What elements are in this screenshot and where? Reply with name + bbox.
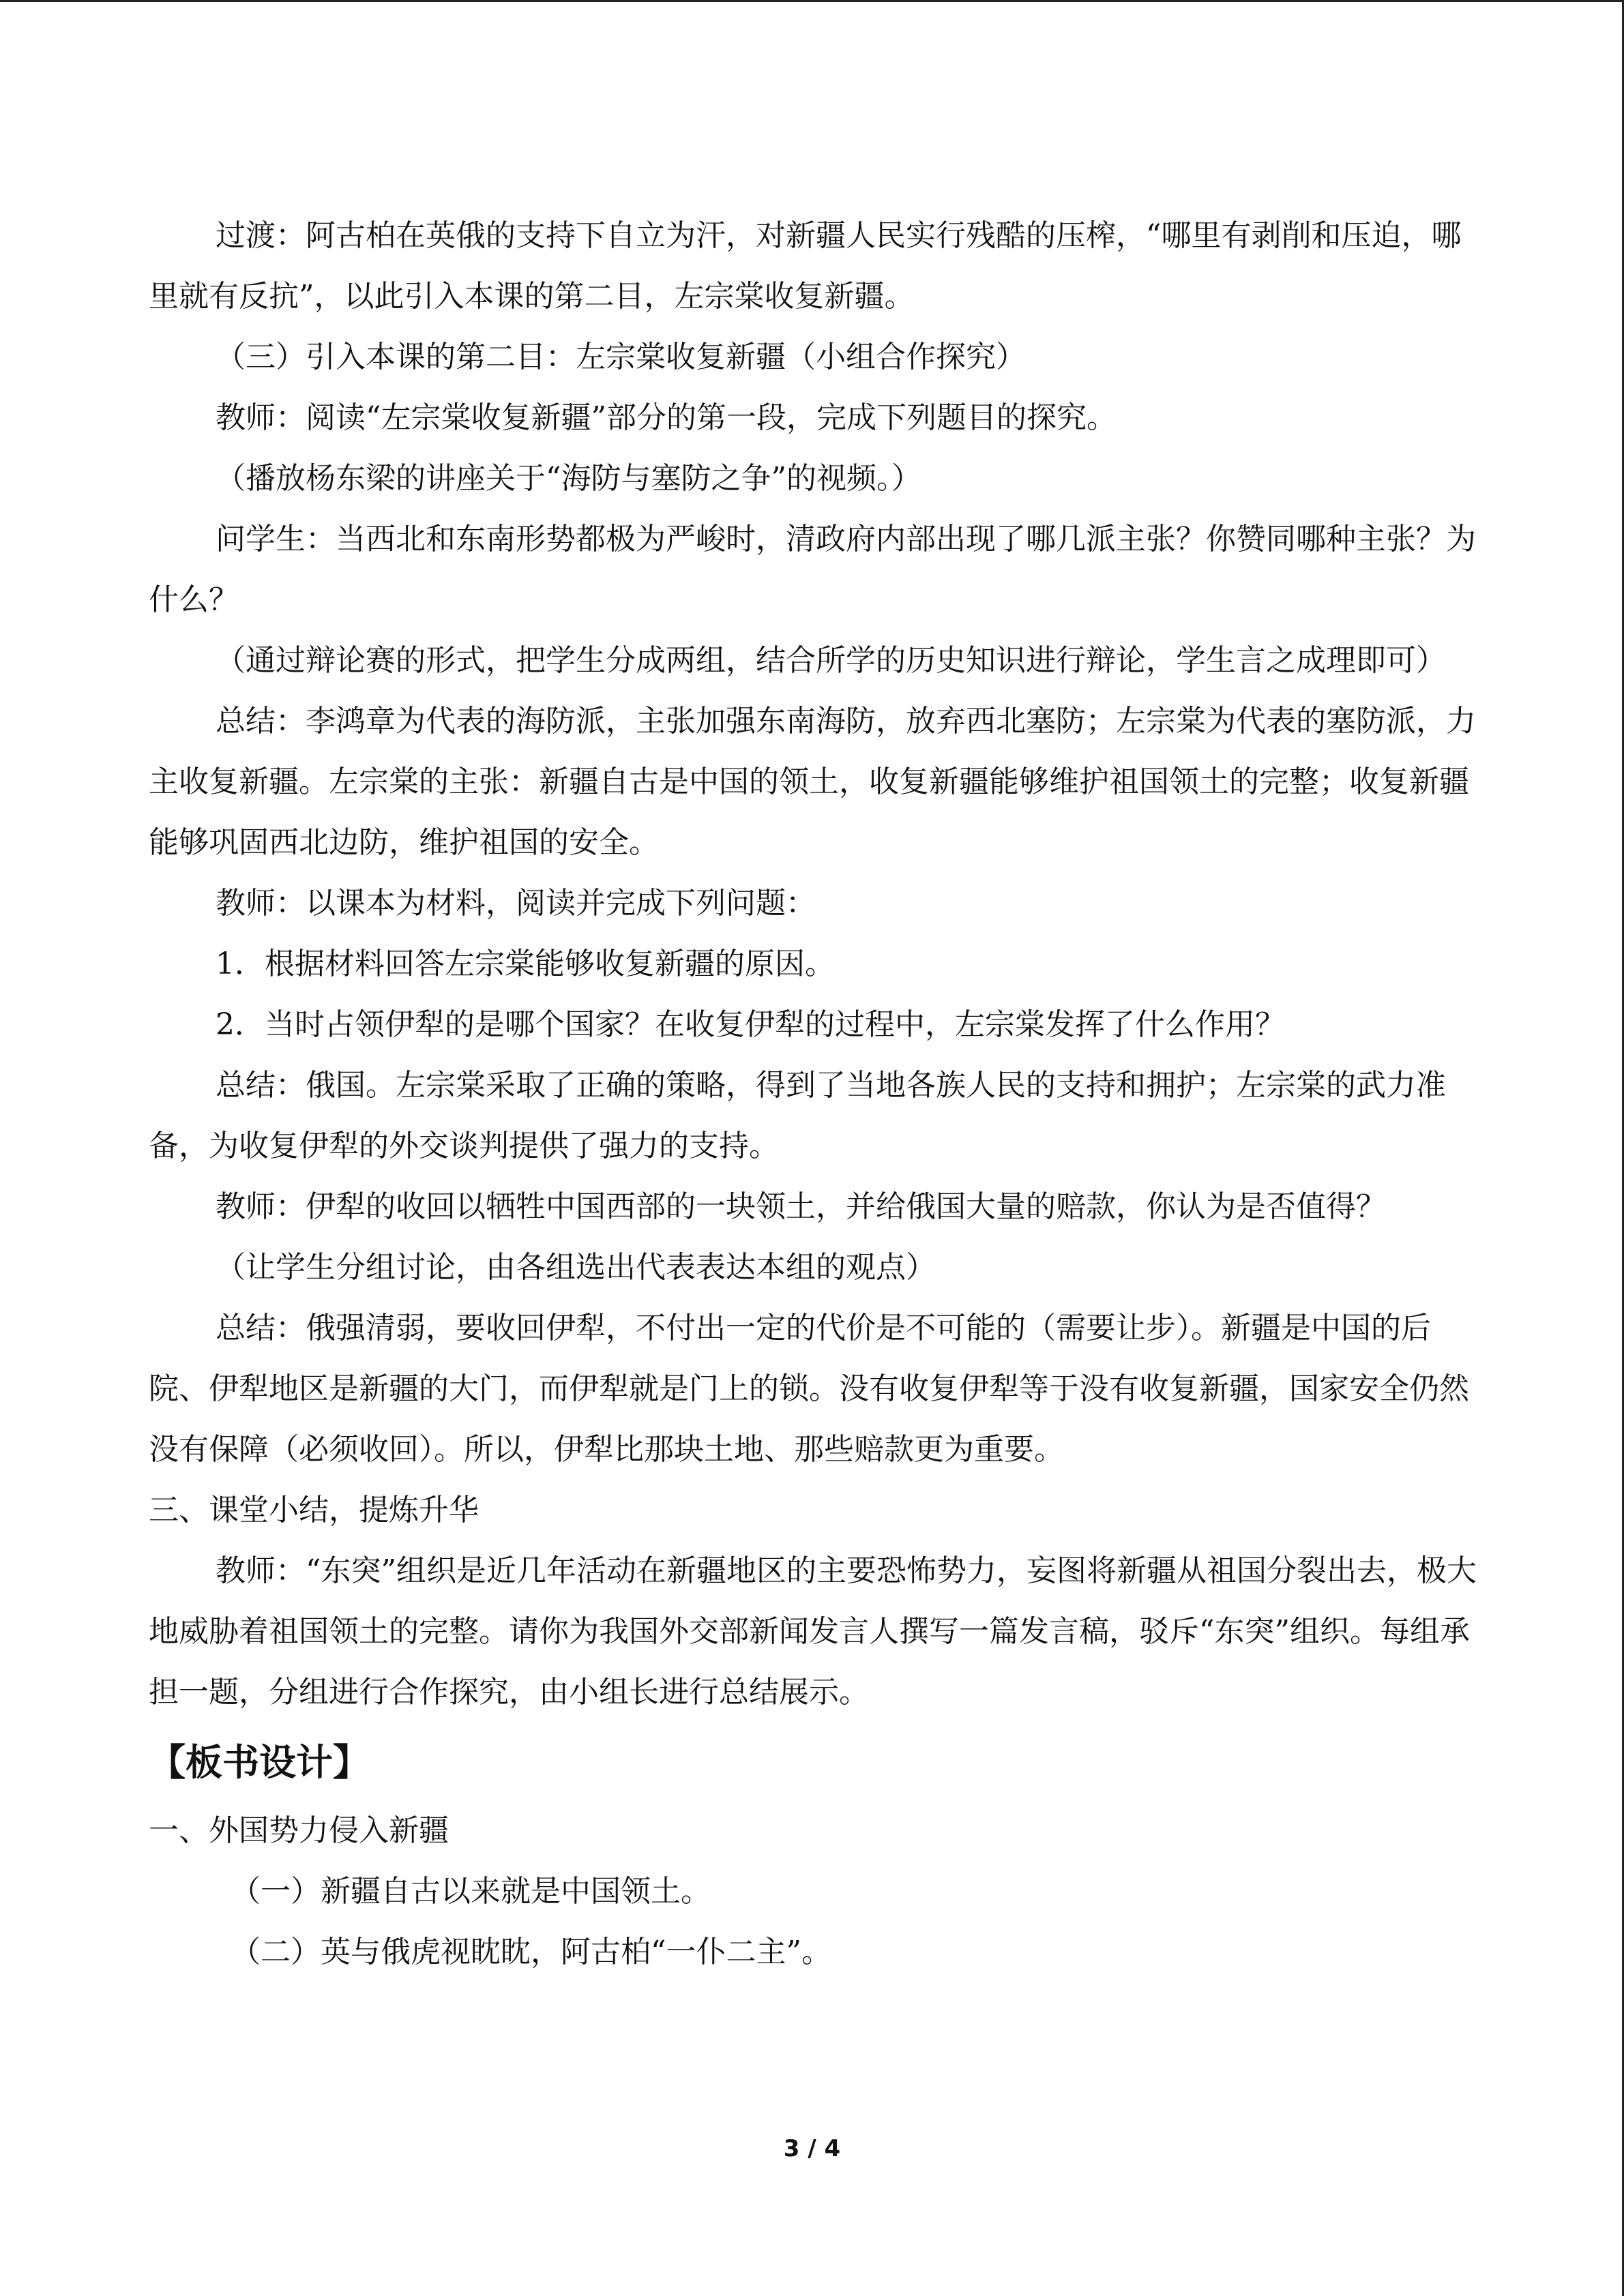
section-heading-3: 三、课堂小结，提炼升华 xyxy=(149,1493,479,1527)
paragraph-teacher-reading: 教师：阅读“左宗棠收复新疆”部分的第一段，完成下列题目的探究。 xyxy=(216,400,1117,435)
paragraph-summary-3: 总结：俄强清弱，要收回伊犁，不付出一定的代价是不可能的（需要让步）。新疆是中国的后院、伊犁地区是新疆的大门，而伊犁就是门上的锁。没有收复伊犁等于没有收复新疆，国家安全仍然没有保障（必须收回）。所以，伊犁比那块土地、那些赔款更为重要。 xyxy=(149,1311,1469,1467)
paragraph-group-discussion: （让学生分组讨论，由各组选出代表表达本组的观点） xyxy=(216,1250,936,1285)
paragraph-debate-note: （通过辩论赛的形式，把学生分成两组，结合所学的历史知识进行辩论，学生言之成理即可） xyxy=(216,643,1446,678)
paragraph-section-title: （三）引入本课的第二目：左宗棠收复新疆（小组合作探究） xyxy=(216,340,1026,374)
paragraph-question: 问学生：当西北和东南形势都极为严峻时，清政府内部出现了哪几派主张？你赞同哪种主张？为什么？ xyxy=(149,522,1476,617)
document-body xyxy=(149,205,1486,1982)
question-1: 1．根据材料回答左宗棠能够收复新疆的原因。 xyxy=(216,946,835,981)
paragraph-teacher-material: 教师：以课本为材料，阅读并完成下列问题： xyxy=(216,886,816,921)
paragraph-summary-1: 总结：李鸿章为代表的海防派，主张加强东南海防，放弃西北塞防；左宗棠为代表的塞防派，力主收复新疆。左宗棠的主张：新疆自古是中国的领土，收复新疆能够维护祖国领土的完整；收复新疆能够巩固西北边防，维护祖国的安全。 xyxy=(149,704,1476,860)
paragraph-summary-2: 总结：俄国。左宗棠采取了正确的策略，得到了当地各族人民的支持和拥护；左宗棠的武力准备，为收复伊犁的外交谈判提供了强力的支持。 xyxy=(149,1068,1446,1163)
paragraph-transition: 过渡：阿古柏在英俄的支持下自立为汗，对新疆人民实行残酷的压榨，“哪里有剥削和压迫，哪里就有反抗”，以此引入本课的第二目，左宗棠收复新疆。 xyxy=(149,218,1462,314)
page-number: 3 / 4 xyxy=(783,2135,841,2162)
paragraph-section-3: 教师：“东突”组织是近几年活动在新疆地区的主要恐怖势力，妄图将新疆从祖国分裂出去，极大地威胁着祖国领土的完整。请你为我国外交部新闻发言人撰写一篇发言稿，驳斥“东突”组织。每组承担一题，分组进行合作探究，由小组长进行总结展示。 xyxy=(149,1553,1477,1710)
paragraph-teacher-ili: 教师：伊犁的收回以牺牲中国西部的一块领土，并给俄国大量的赔款，你认为是否值得？ xyxy=(216,1189,1386,1224)
board-item-1: 一、外国势力侵入新疆 xyxy=(149,1813,449,1848)
board-sub-item-1: （一）新疆自古以来就是中国领土。 xyxy=(231,1874,711,1909)
paragraph-video-note: （播放杨东梁的讲座关于“海防与塞防之争”的视频。） xyxy=(216,461,921,496)
board-sub-item-2: （二）英与俄虎视眈眈，阿古柏“一仆二主”。 xyxy=(231,1935,831,1969)
board-design-heading: 【板书设计】 xyxy=(149,1741,370,1784)
question-2: 2．当时占领伊犁的是哪个国家？在收复伊犁的过程中，左宗棠发挥了什么作用？ xyxy=(216,1007,1285,1042)
